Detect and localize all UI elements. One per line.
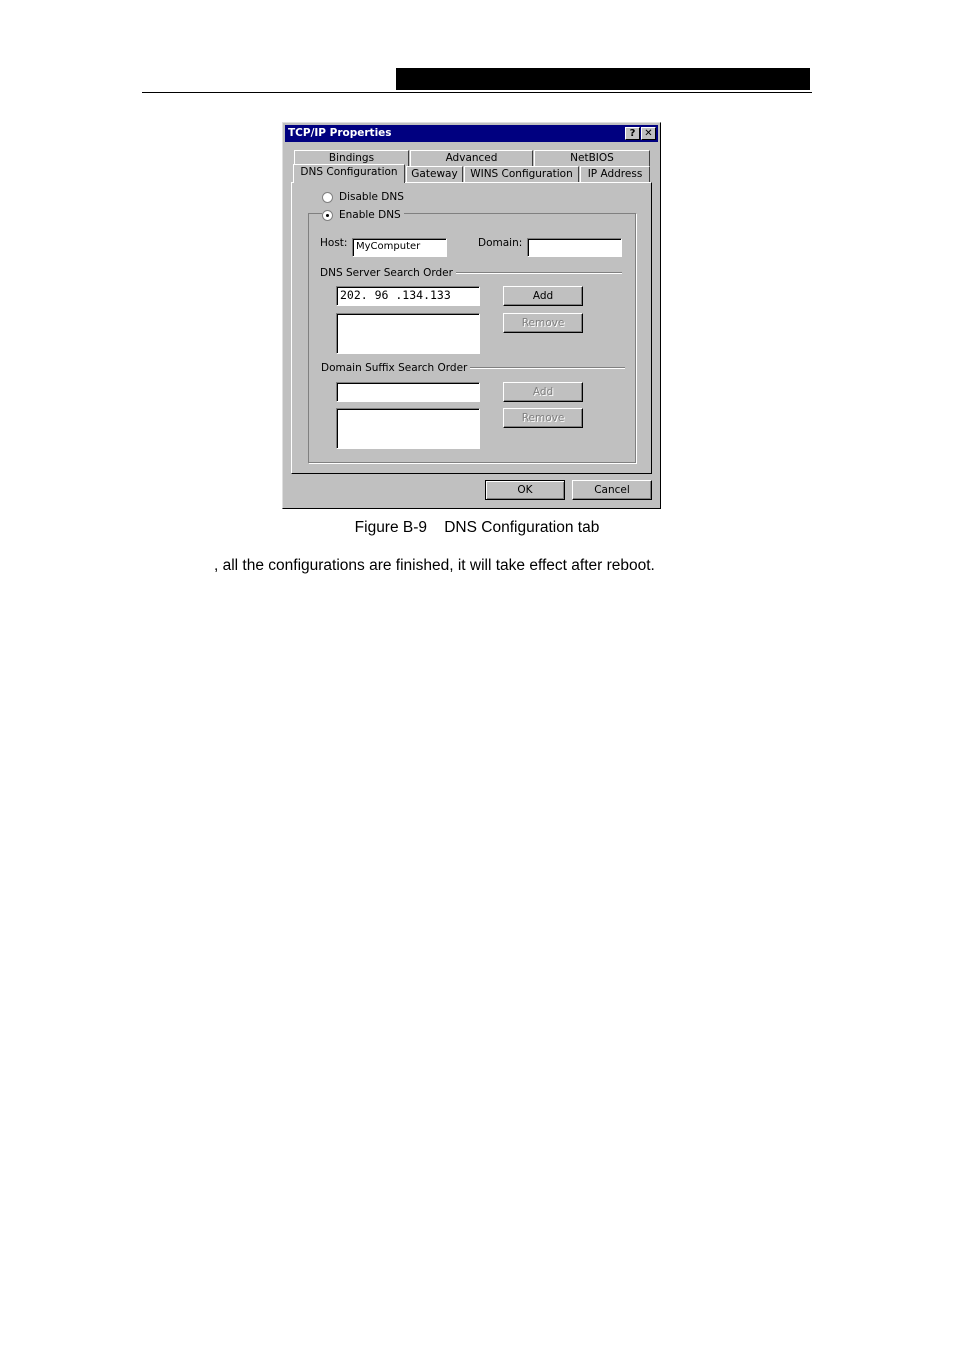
enable-dns-option[interactable] <box>322 209 404 221</box>
section-divider <box>470 367 625 369</box>
tab-ip-address[interactable] <box>580 166 650 182</box>
cancel-button[interactable]: Cancel <box>572 480 652 500</box>
section-divider <box>456 272 622 274</box>
tab-gateway[interactable] <box>406 166 463 182</box>
close-icon[interactable]: ✕ <box>641 127 656 140</box>
suffix-list[interactable] <box>336 408 480 449</box>
suffix-section <box>321 362 625 374</box>
disable-dns-option[interactable] <box>322 191 404 203</box>
help-icon[interactable]: ? <box>625 127 640 140</box>
suffix-section-title: Domain Suffix Search Order <box>321 362 468 374</box>
dns-server-list[interactable] <box>336 313 480 354</box>
header-rule <box>142 92 812 93</box>
dns-server-section-title: DNS Server Search Order <box>320 267 453 279</box>
header-bar <box>396 68 810 90</box>
dns-server-section <box>320 267 622 279</box>
disable-dns-label: Disable DNS <box>339 191 404 203</box>
dns-configuration-panel <box>291 182 652 474</box>
host-label: Host: <box>320 237 348 249</box>
enable-dns-radio[interactable] <box>322 210 333 221</box>
dns-add-button[interactable]: Add <box>503 286 583 306</box>
tab-dns-configuration[interactable] <box>293 164 405 183</box>
suffix-remove-button[interactable]: Remove <box>503 408 583 428</box>
tab-label: Advanced <box>445 152 498 164</box>
enable-dns-label: Enable DNS <box>339 209 401 221</box>
tab-wins-configuration[interactable] <box>464 166 579 182</box>
tab-label: Bindings <box>328 152 375 164</box>
suffix-add-button[interactable]: Add <box>503 382 583 402</box>
dns-server-input[interactable]: 202. 96 .134.133 <box>336 286 480 306</box>
tab-label: IP Address <box>587 168 643 180</box>
domain-input[interactable] <box>527 238 622 257</box>
disable-dns-radio[interactable] <box>322 192 333 203</box>
tab-netbios[interactable] <box>534 150 650 166</box>
tab-label: NetBIOS <box>570 152 614 164</box>
tab-advanced[interactable] <box>410 150 533 166</box>
enable-dns-group <box>308 213 636 463</box>
caption-text: Figure B-9 DNS Configuration tab <box>354 519 600 536</box>
host-input[interactable]: MyComputer <box>352 238 447 257</box>
tab-label: DNS Configuration <box>300 166 398 178</box>
tab-label: Gateway <box>411 168 458 180</box>
tcpip-properties-dialog <box>282 122 661 509</box>
tab-label: WINS Configuration <box>470 168 573 180</box>
domain-label: Domain: <box>478 237 523 249</box>
figure-caption <box>0 519 954 537</box>
body-paragraph: , all the configurations are finished, it will take effect after reboot. <box>214 557 655 574</box>
suffix-input[interactable] <box>336 382 480 402</box>
dialog-title: TCP/IP Properties <box>288 127 392 139</box>
ok-button[interactable]: OK <box>485 480 565 500</box>
dialog-titlebar <box>285 125 658 142</box>
dns-remove-button[interactable]: Remove <box>503 313 583 333</box>
